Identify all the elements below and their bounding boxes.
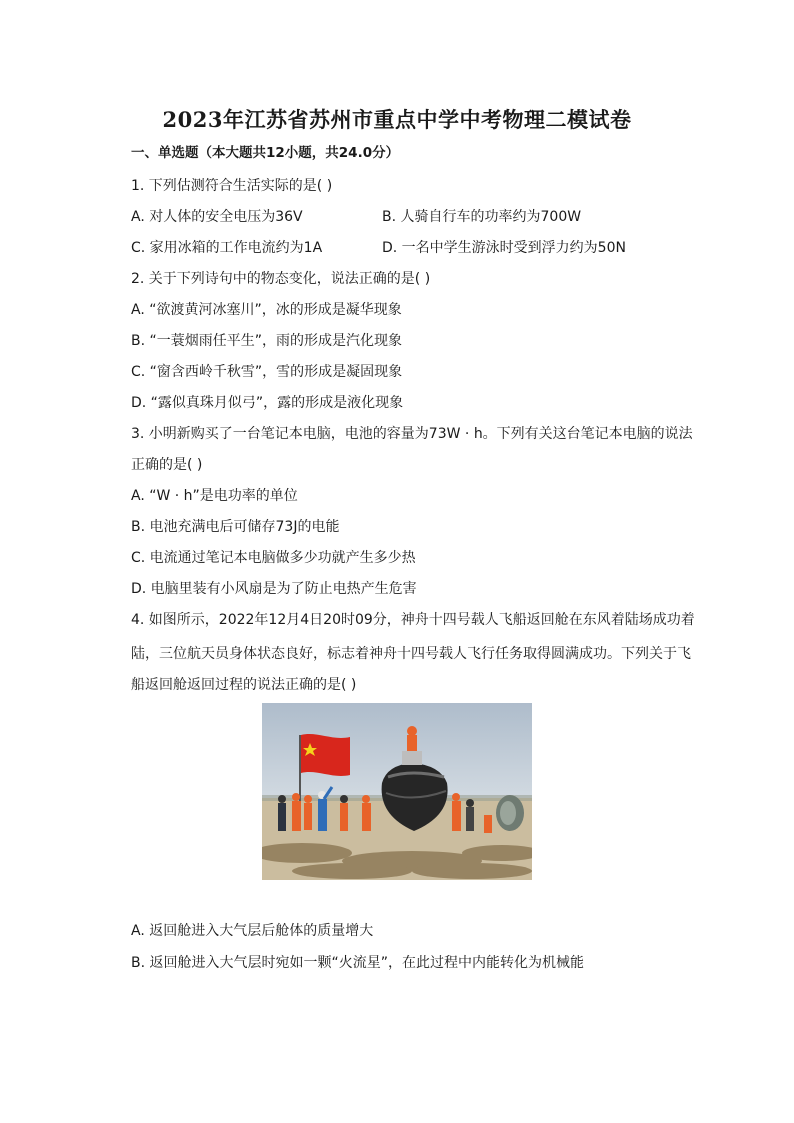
q2-option-d: D. “露似真珠月似弓”，露的形成是液化现象 (131, 395, 404, 411)
page-title: 2023年江苏省苏州市重点中学中考物理二模试卷 (162, 107, 632, 132)
q4-stem-line3: 船返回舱返回过程的说法正确的是( ) (131, 677, 357, 693)
q4-stem-line1: 4. 如图所示，2022年12月4日20时09分，神舟十四号载人飞船返回舱在东风着陆场成功着 (131, 612, 695, 628)
capsule-landing-photo (262, 703, 532, 880)
q3-stem-line2: 正确的是( ) (131, 457, 203, 473)
q1-option-d: D. 一名中学生游泳时受到浮力约为50N (382, 240, 626, 256)
q1-stem: 1. 下列估测符合生活实际的是( ) (131, 178, 333, 194)
q4-option-a: A. 返回舱进入大气层后舱体的质量增大 (131, 923, 374, 939)
q1-option-c: C. 家用冰箱的工作电流约为1A (131, 240, 323, 256)
q2-stem: 2. 关于下列诗句中的物态变化，说法正确的是( ) (131, 271, 431, 287)
q2-option-c: C. “窗含西岭千秋雪”，雪的形成是凝固现象 (131, 364, 403, 380)
q1-option-b: B. 人骑自行车的功率约为700W (382, 209, 582, 225)
q3-stem-line1: 3. 小明新购买了一台笔记本电脑，电池的容量为73W · h。下列有关这台笔记本电脑的说法 (131, 426, 693, 442)
q3-option-d: D. 电脑里装有小风扇是为了防止电热产生危害 (131, 581, 417, 597)
dish (496, 795, 524, 831)
q1-option-a: A. 对人体的安全电压为36V (131, 209, 303, 225)
photo-illustration (262, 703, 532, 880)
q2-option-a: A. “欲渡黄河冰塞川”，冰的形成是凝华现象 (131, 302, 402, 318)
q4-stem-line2: 陆，三位航天员身体状态良好，标志着神舟十四号载人飞行任务取得圆满成功。下列关于飞 (131, 646, 691, 662)
q3-option-c: C. 电流通过笔记本电脑做多少功就产生多少热 (131, 550, 416, 566)
q4-option-b: B. 返回舱进入大气层时宛如一颗“火流星”，在此过程中内能转化为机械能 (131, 955, 585, 971)
q3-option-b: B. 电池充满电后可储存73J的电能 (131, 519, 340, 535)
q3-option-a: A. “W · h”是电功率的单位 (131, 488, 298, 504)
section-heading: 一、单选题（本大题共12小题，共24.0分） (131, 145, 400, 161)
q2-option-b: B. “一蓑烟雨任平生”，雨的形成是汽化现象 (131, 333, 403, 349)
